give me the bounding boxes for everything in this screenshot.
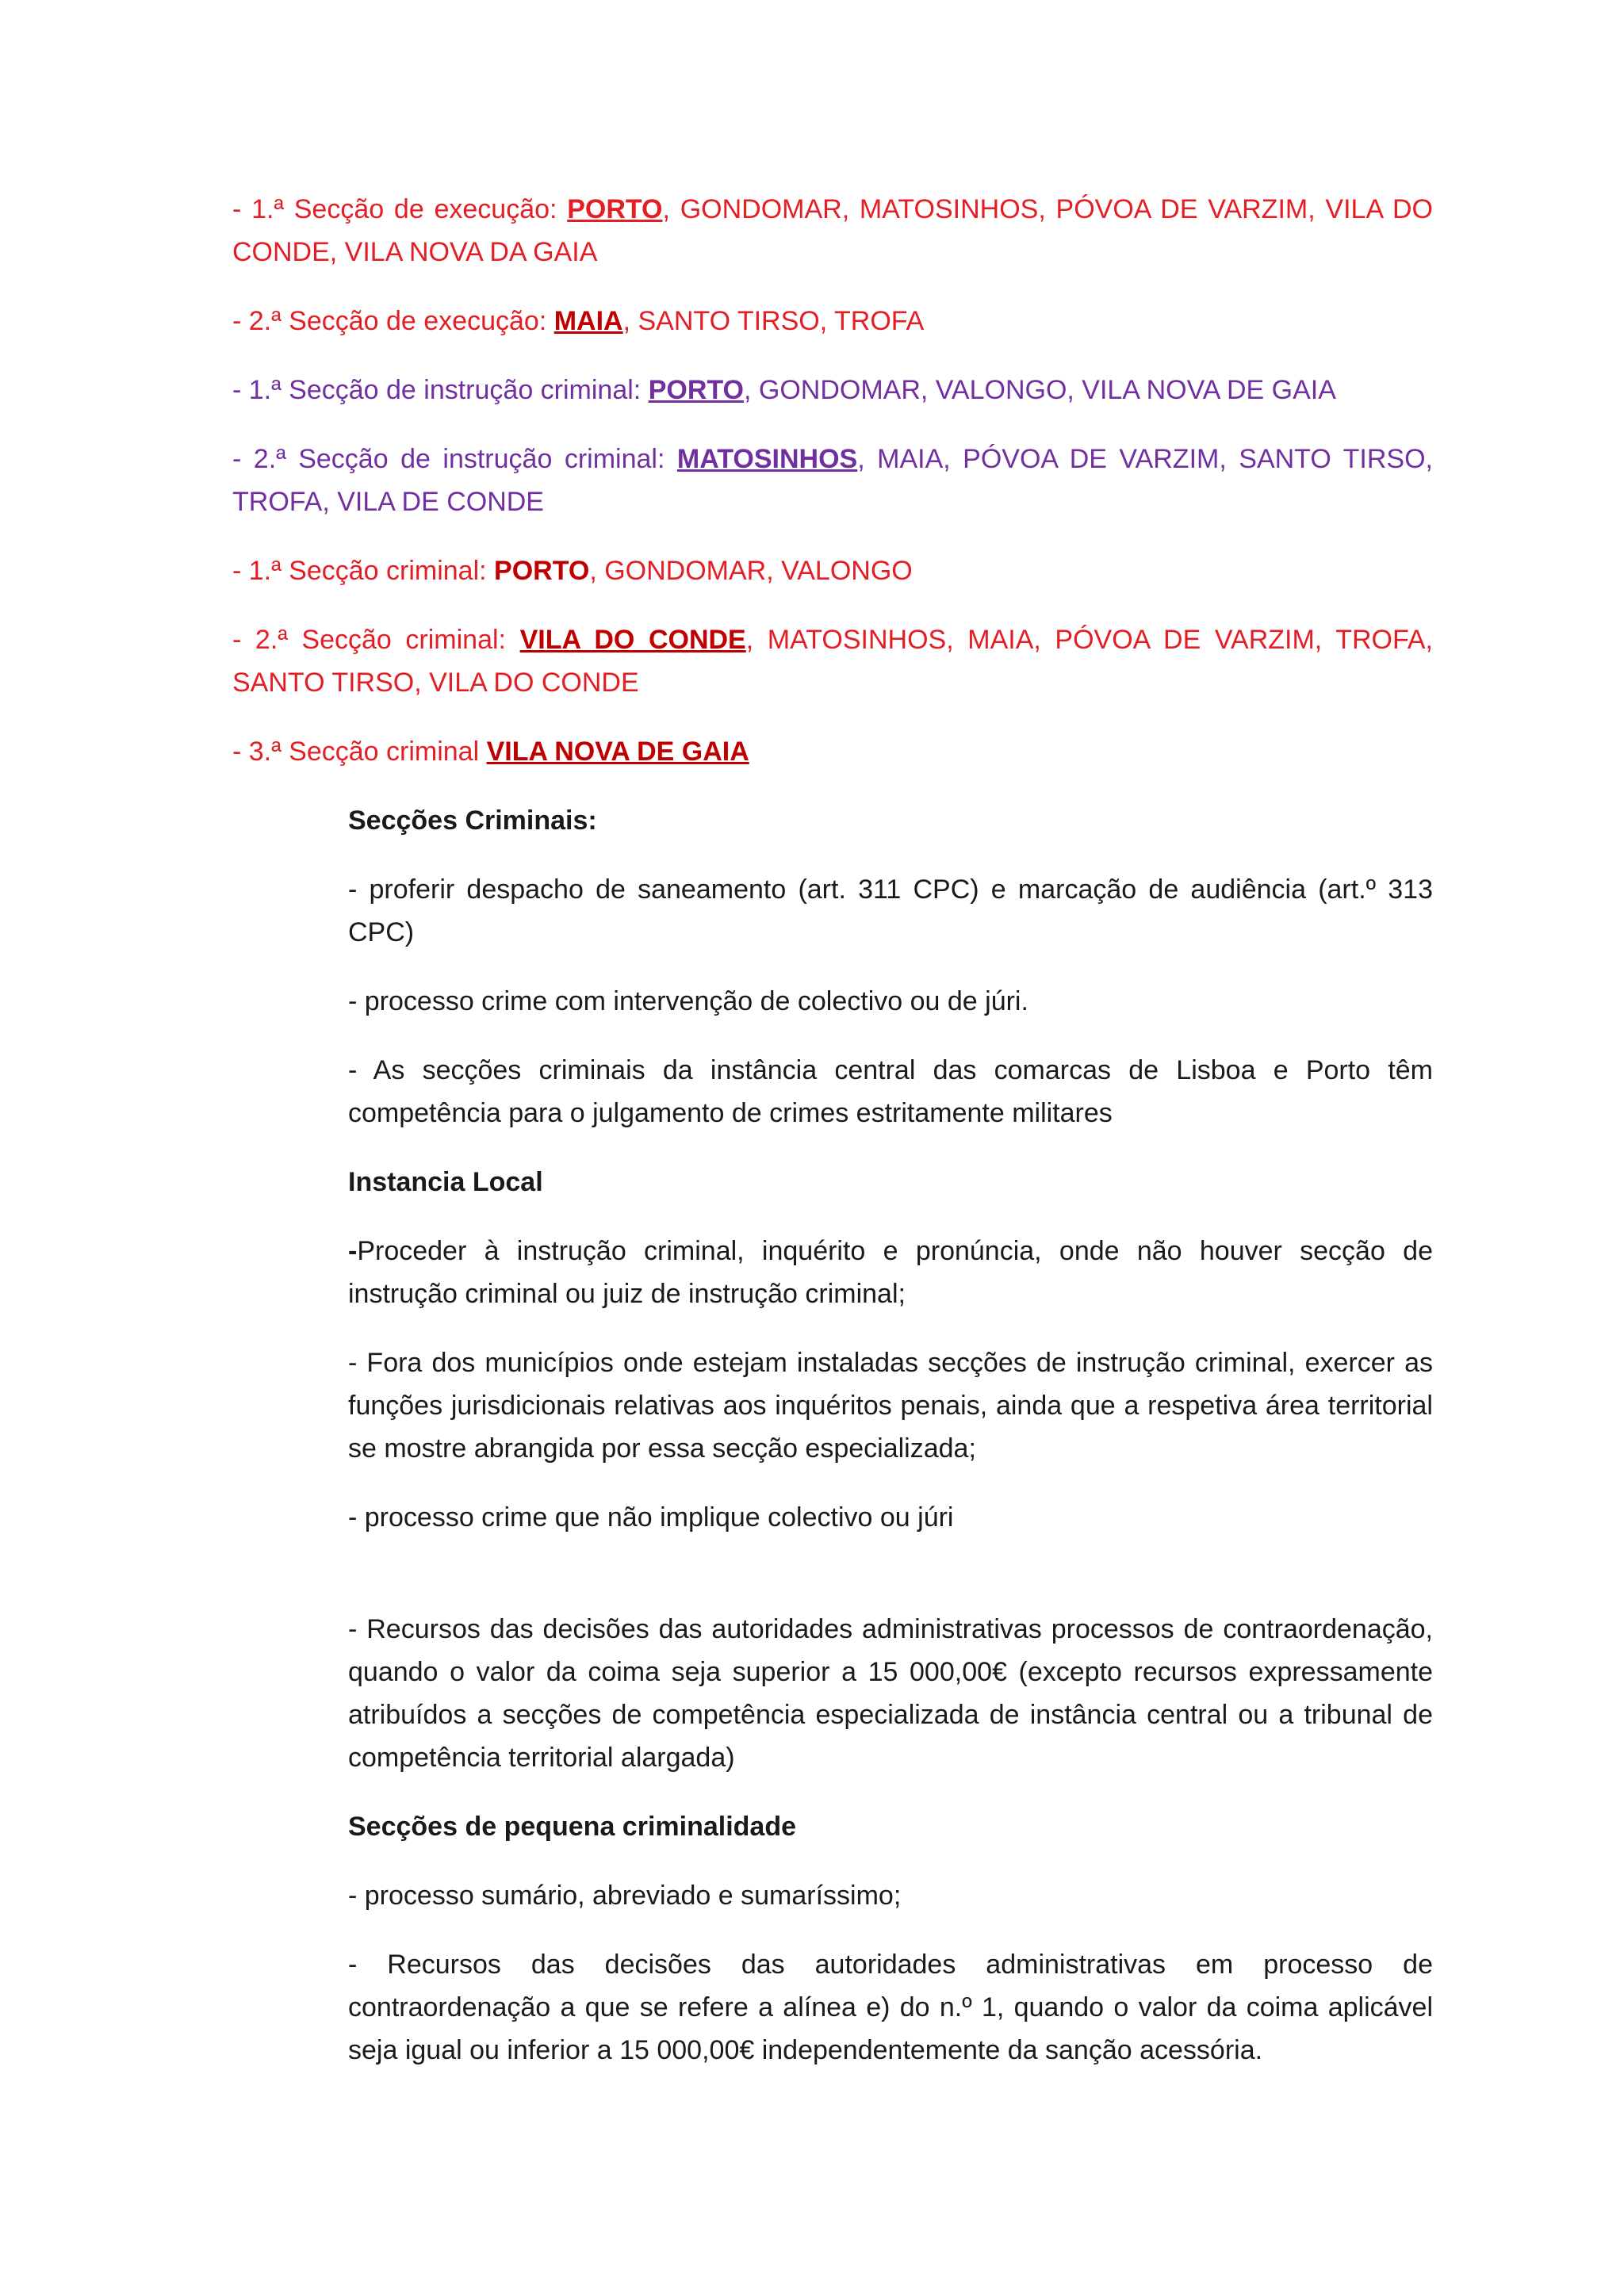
- document-body: [232, 188, 1433, 2098]
- spacer: [348, 1565, 1433, 1608]
- highlight-porto: PORTO: [494, 556, 590, 586]
- criminais-item: - As secções criminais da instância central das comarcas de Lisboa e Porto têm competência para o julgamento de crimes estritamente militares: [348, 1055, 1433, 1128]
- seccao-criminal-2: - 2.ª Secção criminal: VILA DO CONDE, MATOSINHOS, MAIA, PÓVOA DE VARZIM, TROFA, SANTO TIRSO, VILA DO CONDE: [232, 625, 1433, 698]
- local-item: - Fora dos municípios onde estejam instaladas secções de instrução criminal, exercer as funções jurisdicionais relativas aos inquéritos penais, ainda que a respetiva área territorial se mostre abrangida por essa secção especializada;: [348, 1348, 1433, 1464]
- local-item: - processo crime que não implique colectivo ou júri: [348, 1502, 954, 1533]
- local-item: - Recursos das decisões das autoridades administrativas processos de contraordenação, quando o valor da coima seja superior a 15 000,00€ (excepto recursos expressamente atribuídos a secções de competência especializada de instância central ou a tribunal de competência territorial alargada): [348, 1614, 1433, 1773]
- highlight-porto: PORTO: [648, 375, 744, 405]
- local-item: -Proceder à instrução criminal, inquérito e pronúncia, onde não houver secção de instrução criminal ou juiz de instrução criminal;: [348, 1236, 1433, 1309]
- pequena-item: - Recursos das decisões das autoridades administrativas em processo de contraordenação a que se refere a alínea e) do n.º 1, quando o valor da coima aplicável seja igual ou inferior a 15 000,00€ independentemente da sanção acessória.: [348, 1950, 1433, 2065]
- seccao-execucao-2: - 2.ª Secção de execução: MAIA, SANTO TIRSO, TROFA: [232, 306, 925, 336]
- highlight-porto: PORTO: [567, 194, 663, 224]
- heading-pequena-criminalidade: Secções de pequena criminalidade: [348, 1812, 797, 1842]
- highlight-vila-nova-de-gaia: VILA NOVA DE GAIA: [486, 737, 749, 767]
- seccao-criminal-3: - 3.ª Secção criminal VILA NOVA DE GAIA: [232, 737, 749, 767]
- seccao-instrucao-1: - 1.ª Secção de instrução criminal: PORTO, GONDOMAR, VALONGO, VILA NOVA DE GAIA: [232, 375, 1336, 405]
- highlight-maia: MAIA: [553, 306, 623, 336]
- heading-seccoes-criminais: Secções Criminais:: [348, 806, 597, 836]
- seccao-instrucao-2: - 2.ª Secção de instrução criminal: MATOSINHOS, MAIA, PÓVOA DE VARZIM, SANTO TIRSO, TROFA, VILA DE CONDE: [232, 444, 1433, 517]
- criminais-item: - processo crime com intervenção de colectivo ou de júri.: [348, 986, 1028, 1016]
- highlight-vila-do-conde: VILA DO CONDE: [519, 625, 746, 655]
- seccao-execucao-1: - 1.ª Secção de execução: PORTO, GONDOMAR, MATOSINHOS, PÓVOA DE VARZIM, VILA DO CONDE, VILA NOVA DA GAIA: [232, 194, 1433, 267]
- seccao-criminal-1: - 1.ª Secção criminal: PORTO, GONDOMAR, VALONGO: [232, 556, 913, 586]
- heading-instancia-local: Instancia Local: [348, 1167, 543, 1197]
- pequena-item: - processo sumário, abreviado e sumaríssimo;: [348, 1881, 902, 1911]
- competencias-block: [348, 799, 1433, 2072]
- criminais-item: - proferir despacho de saneamento (art. 311 CPC) e marcação de audiência (art.º 313 CPC): [348, 874, 1433, 947]
- highlight-matosinhos: MATOSINHOS: [676, 444, 858, 474]
